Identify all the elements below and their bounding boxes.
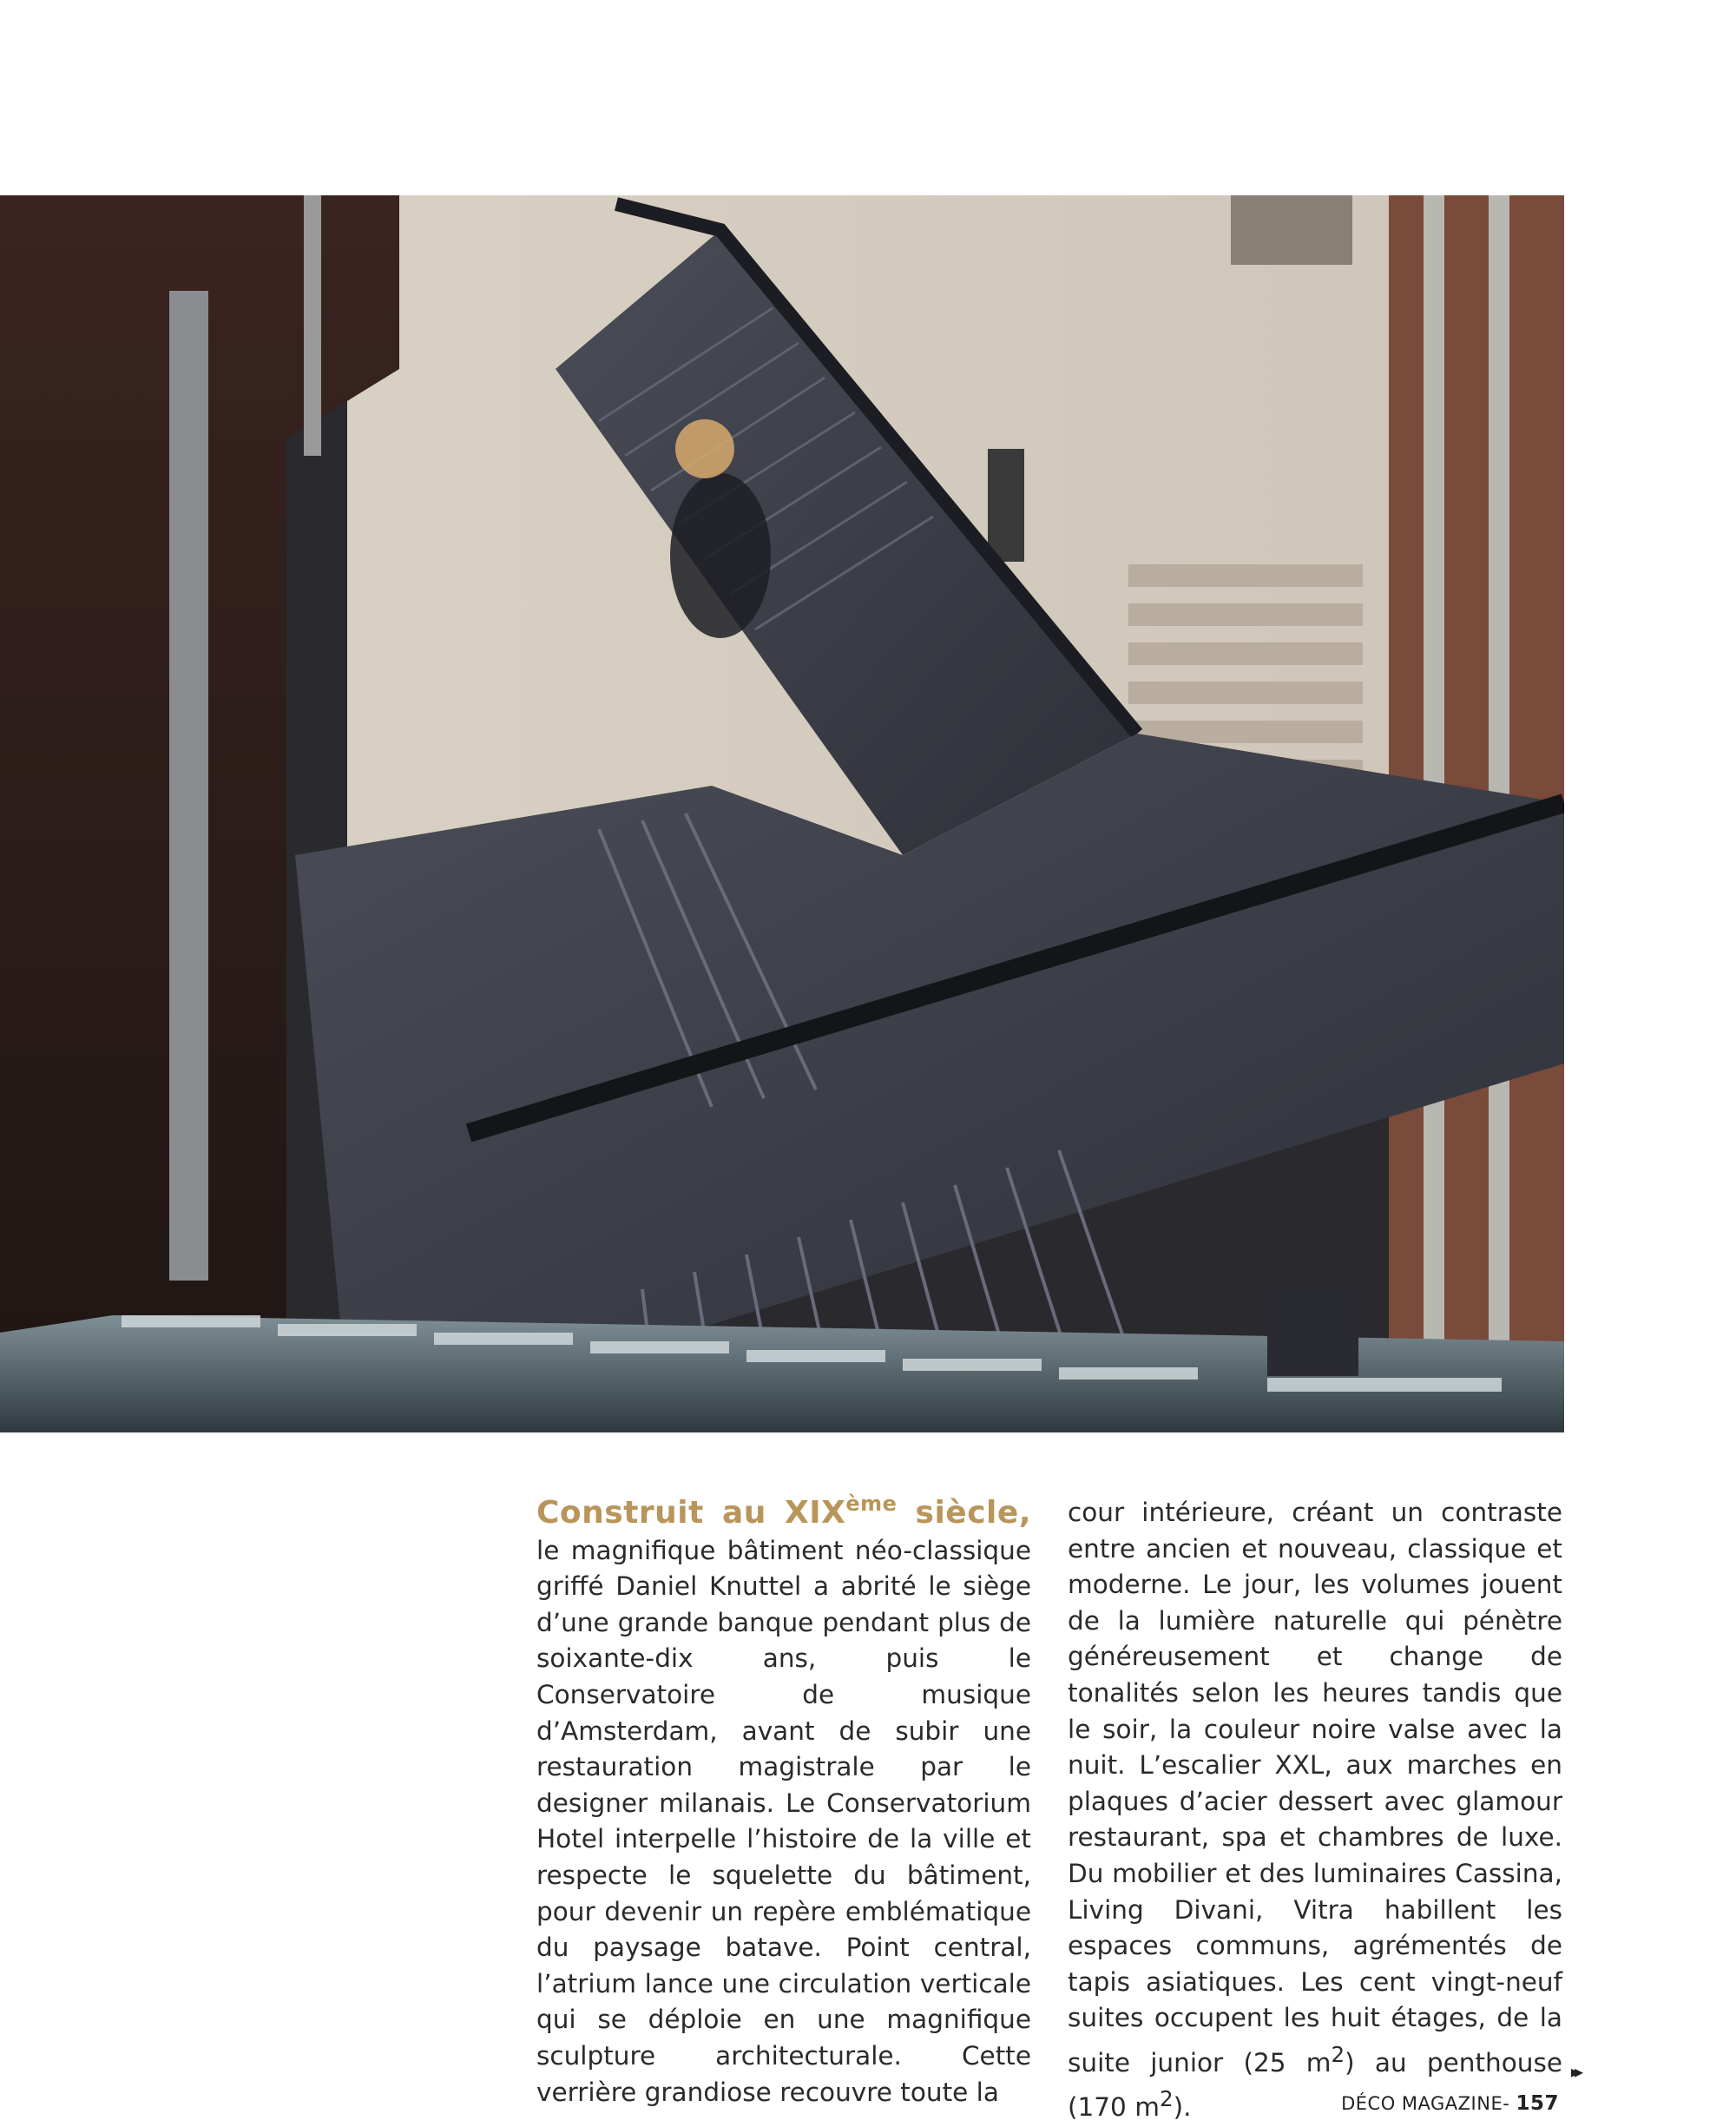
- body-text-right: cour intérieure, créant un contraste entre ancien et nouveau, classique et moderne. Le jour, les volumes jouent de la lumière naturelle qui pénètre généreusement et change de tonalités selon les heures tandis que le soir, la couleur noire valse avec la nuit. L’escalier XXL, aux marches en plaques d’acier dessert avec glamour restaurant, spa et chambres de luxe. Du mobilier et des luminaires Cassina, Living Divani, Vitra habillent les espaces communs, agrémentés de tapis asiatiques. Les cent vingt-neuf suites occupent les huit étages, de la suite junior (25 m: [1068, 1498, 1562, 2078]
- article-column-right: [1068, 1495, 1562, 2126]
- superscript-2: 2: [1331, 2041, 1345, 2067]
- atrium-staircase-photo: [0, 195, 1564, 1432]
- lead-in-superscript: ème: [845, 1492, 898, 1516]
- lead-in-tail: siècle,: [897, 1495, 1031, 1531]
- lead-in-text: Construit au XIX: [536, 1495, 846, 1531]
- body-text-left: le magnifique bâtiment néo-classique griffé Daniel Knuttel a abrité le siège d’une grande banque pendant plus de soixante-dix ans, puis le Conservatoire de musique d’Amsterdam, avant de subir une restauration magistrale par le designer milanais. Le Conservatorium Hotel interpelle l’histoire de la ville et respecte le squelette du bâtiment, pour devenir un repère emblématique du paysage batave. Point central, l’atrium lance une circulation verticale qui se déploie en une magnifique sculpture architecturale. Cette verrière grandiose recouvre toute la: [536, 1535, 1031, 2107]
- continue-arrow-icon: ▸▸: [1571, 2061, 1579, 2082]
- page-folio: [1341, 2092, 1559, 2115]
- magazine-name: DÉCO MAGAZINE-: [1341, 2093, 1516, 2114]
- article-paragraph-left: [536, 1492, 1031, 2111]
- superscript-2b: 2: [1159, 2086, 1174, 2112]
- lead-in: [536, 1492, 1031, 1531]
- page-number: 157: [1516, 2092, 1559, 2115]
- staircase-illustration: [0, 195, 1564, 1432]
- body-text-right-mid: ) au penthouse (170 m: [1068, 2047, 1563, 2123]
- article-column-left: [536, 1492, 1031, 2111]
- body-text-right-end: ).: [1173, 2092, 1192, 2123]
- article-paragraph-right: [1068, 1495, 1562, 2126]
